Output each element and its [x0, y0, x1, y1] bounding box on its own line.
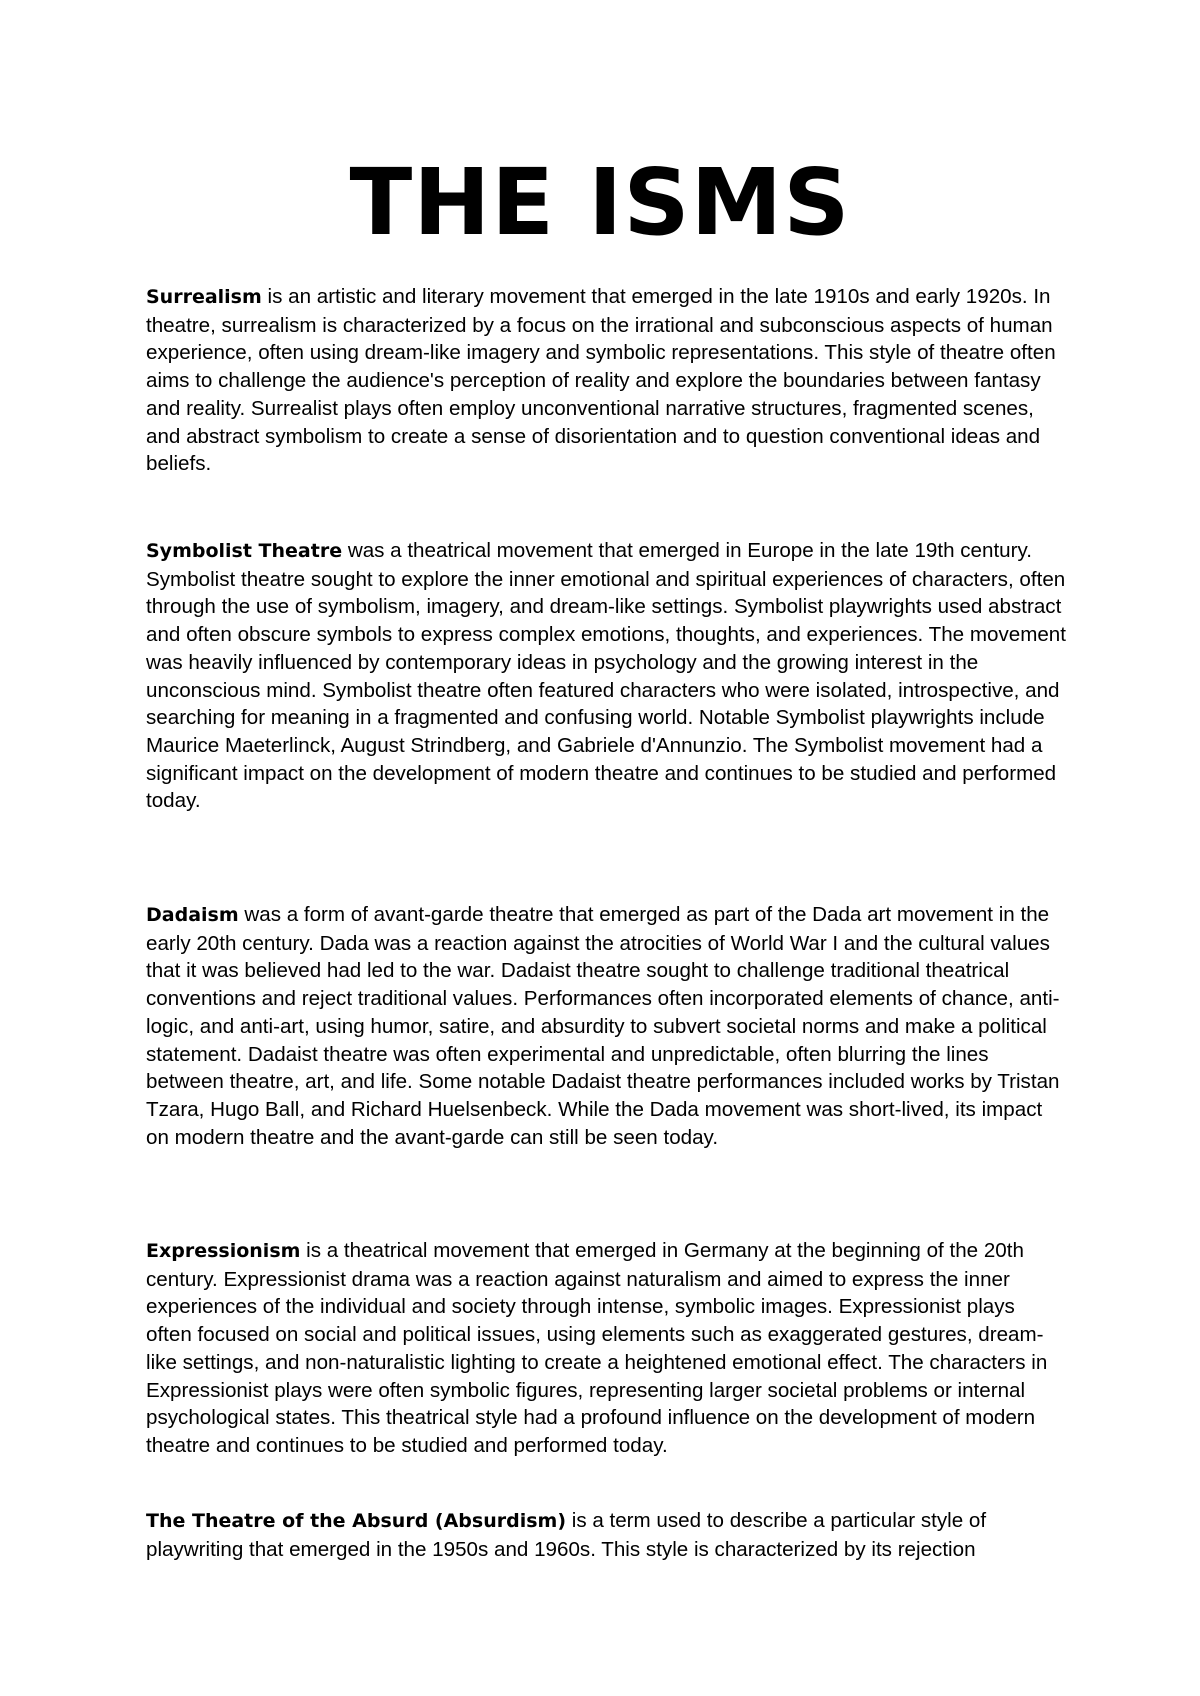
section-term: Expressionism	[146, 1240, 301, 1262]
section-term: Dadaism	[146, 904, 239, 926]
section-symbolist-theatre	[146, 537, 1066, 815]
section-term: The Theatre of the Absurd (Absurdism)	[146, 1510, 567, 1532]
section-term: Symbolist Theatre	[146, 540, 343, 562]
section-surrealism	[146, 283, 1066, 478]
section-body: was a theatrical movement that emerged in Europe in the late 19th century. Symbolist theatre sought to explore the inner emotional and spiritual experiences of characters, often through the use of symbolism, imagery, and dream-like settings. Symbolist playwrights used abstract and often obscure symbols to express complex emotions, thoughts, and experiences. The movement was heavily influenced by contemporary ideas in psychology and the growing interest in the unconscious mind. Symbolist theatre often featured characters who were isolated, introspective, and searching for meaning in a fragmented and confusing world. Notable Symbolist playwrights include Maurice Maeterlinck, August Strindberg, and Gabriele d'Annunzio. The Symbolist movement had a significant impact on the development of modern theatre and continues to be studied and performed today.	[146, 539, 1066, 813]
section-body: is a term used to describe a particular style of playwriting that emerged in the 1950s and 1960s. This style is characterized by its rejection	[146, 1509, 987, 1561]
section-body: is a theatrical movement that emerged in Germany at the beginning of the 20th century. Expressionist drama was a reaction against naturalism and aimed to express the inner experiences of the individual and society through intense, symbolic images. Expressionist plays often focused on social and political issues, using elements such as exaggerated gestures, dream-like settings, and non-naturalistic lighting to create a heightened emotional effect. The characters in Expressionist plays were often symbolic figures, representing larger societal problems or internal psychological states. This theatrical style had a profound influence on the development of modern theatre and continues to be studied and performed today.	[146, 1239, 1048, 1457]
section-dadaism	[146, 901, 1066, 1151]
section-body: is an artistic and literary movement that emerged in the late 1910s and early 1920s. In theatre, surrealism is characterized by a focus on the irrational and subconscious aspects of human experience, often using dream-like imagery and symbolic representations. This style of theatre often aims to challenge the audience's perception of reality and explore the boundaries between fantasy and reality. Surrealist plays often employ unconventional narrative structures, fragmented scenes, and abstract symbolism to create a sense of disorientation and to question conventional ideas and beliefs.	[146, 285, 1056, 476]
section-absurdism	[146, 1507, 1066, 1563]
section-expressionism	[146, 1237, 1066, 1460]
document-title: THE ISMS	[349, 149, 851, 256]
section-body: was a form of avant-garde theatre that emerged as part of the Dada art movement in the early 20th century. Dada was a reaction against the atrocities of World War I and the cultural values that it was believed had led to the war. Dadaist theatre sought to challenge traditional theatrical conventions and reject traditional values. Performances often incorporated elements of chance, anti-logic, and anti-art, using humor, satire, and absurdity to subvert societal norms and make a political statement. Dadaist theatre was often experimental and unpredictable, often blurring the lines between theatre, art, and life. Some notable Dadaist theatre performances included works by Tristan Tzara, Hugo Ball, and Richard Huelsenbeck. While the Dada movement was short-lived, its impact on modern theatre and the avant-garde can still be seen today.	[146, 903, 1060, 1149]
section-term: Surrealism	[146, 286, 262, 308]
